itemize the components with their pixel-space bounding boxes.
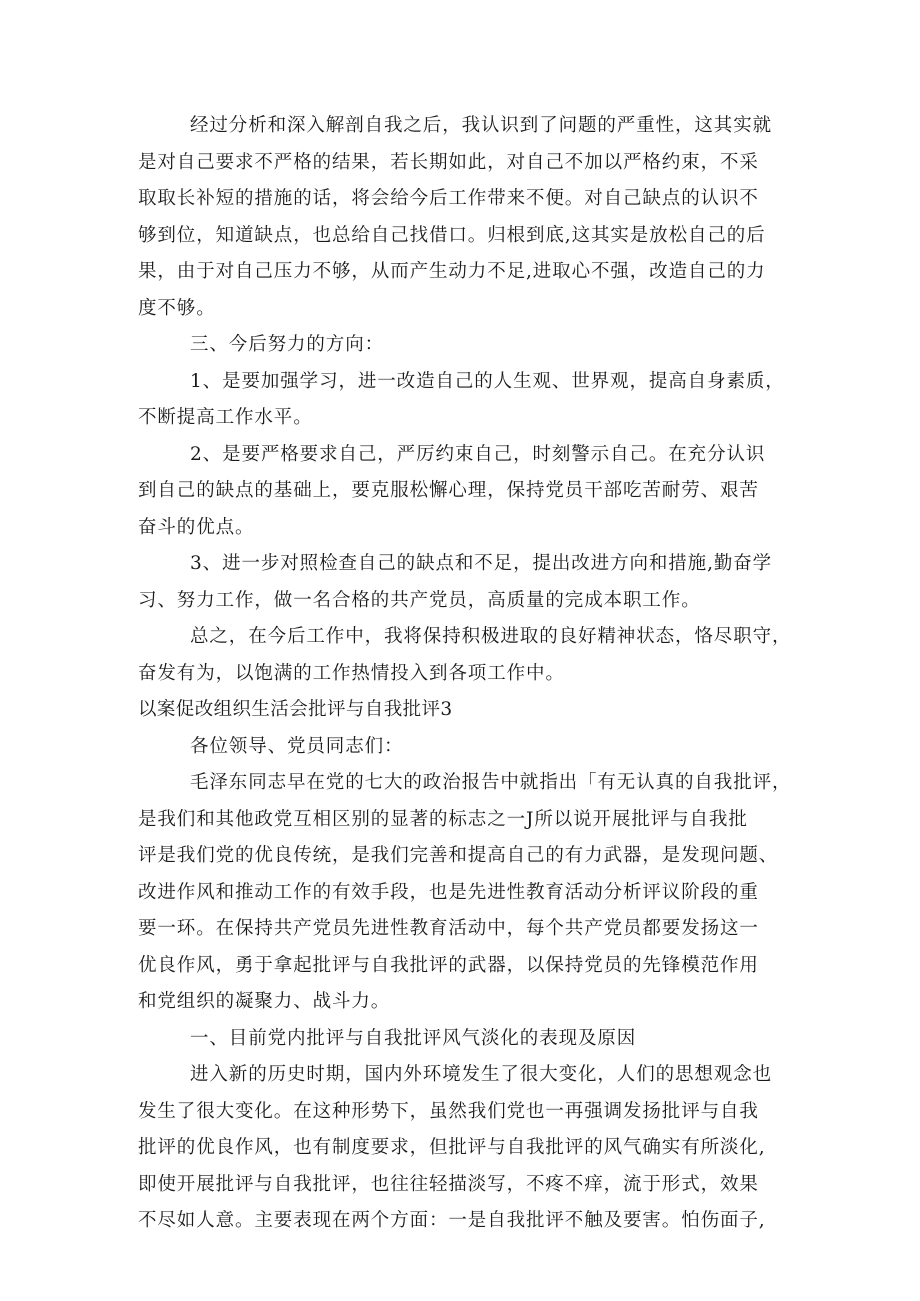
section-heading: 以案促改组织生活会批评与自我批评3	[138, 699, 453, 720]
text-line: 2、是要严格要求自己，严厉约束自己，时刻警示自己。在充分认识	[190, 443, 766, 465]
text-line: 总之，在今后工作中，我将保持积极进取的良好精神状态，恪尽职守，	[190, 626, 792, 647]
text-line: 评是我们党的优良传统，是我们完善和提高自己的有力武器，是发现问题、	[138, 845, 779, 866]
text-line: 即使开展批评与自我批评，也往往轻描淡写，不疼不痒，流于形式，效果	[138, 1173, 759, 1195]
text-line: 毛泽东同志早在党的七大的政治报告中就指出「有无认真的自我批评，	[190, 772, 792, 793]
text-line: 3、进一步对照检查自己的缺点和不足，提出改进方向和措施,勤奋学	[190, 553, 773, 574]
text-line: 奋发有为，以饱满的工作热情投入到各项工作中。	[138, 662, 565, 684]
text-line: 奋斗的优点。	[138, 516, 255, 538]
text-line: 取取长补短的措施的话，将会给今后工作带来不便。对自己缺点的认识不	[138, 188, 759, 209]
document-body	[138, 108, 798, 1240]
text-line: 是对自己要求不严格的结果，若长期如此，对自己不加以严格约束，不采	[138, 151, 759, 173]
text-line: 是我们和其他政党互相区别的显著的标志之一J所以说开展批评与自我批	[138, 808, 748, 830]
document-page	[138, 108, 798, 1240]
text-line: 果，由于对自己压力不够，从而产生动力不足,进取心不强，改造自己的力	[138, 261, 766, 282]
text-line: 一、目前党内批评与自我批评风气淡化的表现及原因	[190, 1027, 637, 1049]
text-line: 习、努力工作，做一名合格的共产党员，高质量的完成本职工作。	[138, 589, 701, 611]
text-line: 发生了很大变化。在这种形势下，虽然我们党也一再强调发扬批评与自我	[138, 1100, 759, 1122]
text-line: 三、今后努力的方向：	[190, 334, 385, 355]
text-line: 各位领导、党员同志们：	[190, 735, 404, 757]
text-line: 度不够。	[138, 297, 216, 319]
text-line: 要一环。在保持共产党员先进性教育活动中，每个共产党员都要发扬这一	[138, 918, 759, 939]
text-line: 到自己的缺点的基础上，要克服松懈心理，保持党员干部吃苦耐劳、艰苦	[138, 480, 759, 501]
text-line: 进入新的历史时期，国内外环境发生了很大变化，人们的思想观念也	[190, 1064, 773, 1085]
text-line: 不尽如人意。主要表现在两个方面：一是自我批评不触及要害。怕伤面子,	[138, 1210, 766, 1231]
text-line: 够到位，知道缺点，也总给自己找借口。归根到底,这其实是放松自己的后	[138, 224, 766, 246]
text-line: 优良作风，勇于拿起批评与自我批评的武器，以保持党员的先锋模范作用	[138, 954, 759, 976]
text-line: 改进作风和推动工作的有效手段，也是先进性教育活动分析评议阶段的重	[138, 881, 759, 903]
text-line: 不断提高工作水平。	[138, 407, 313, 428]
text-line: 1、是要加强学习，进一改造自己的人生观、世界观，提高自身素质，	[190, 370, 785, 392]
text-line: 和党组织的凝聚力、战斗力。	[138, 991, 391, 1012]
text-line: 经过分析和深入解剖自我之后，我认识到了问题的严重性，这其实就	[190, 115, 773, 136]
text-line: 批评的优良作风，也有制度要求，但批评与自我批评的风气确实有所淡化,	[138, 1137, 766, 1158]
